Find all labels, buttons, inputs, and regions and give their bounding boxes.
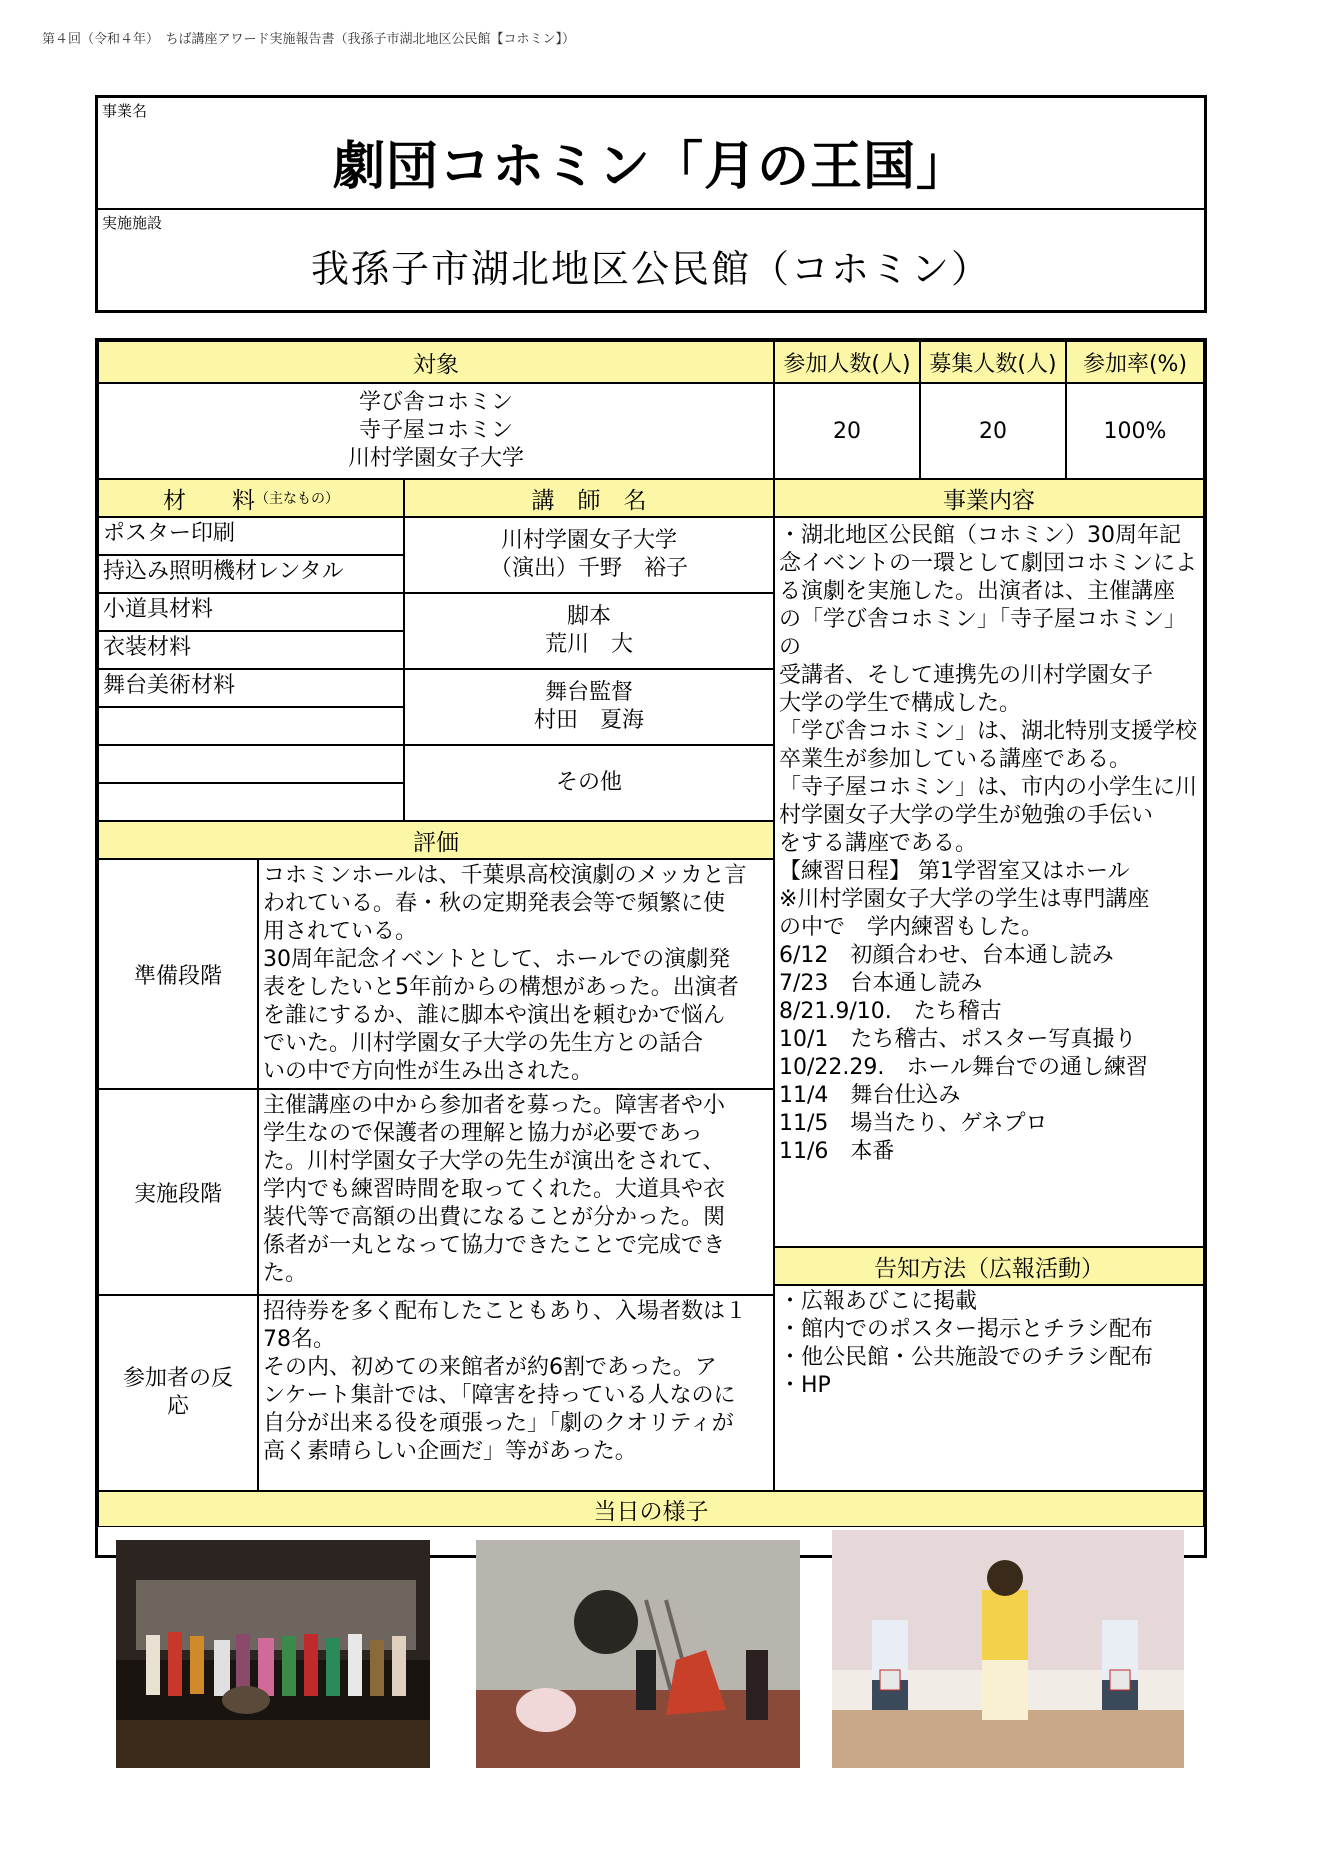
evaluation-label-line: 参加者の反 xyxy=(122,1366,233,1391)
material-item: 衣装材料 xyxy=(98,631,404,669)
publicity-header: 告知方法（広報活動） xyxy=(774,1247,1204,1285)
publicity-line: ・HP xyxy=(779,1373,831,1398)
evaluation-row-text xyxy=(258,1295,774,1491)
evaluation-line: 30周年記念イベントとして、ホールでの演劇発 xyxy=(263,947,731,972)
material-item: 舞台美術材料 xyxy=(98,669,404,707)
content-line: 11/6 本番 xyxy=(779,1139,895,1164)
content-cell xyxy=(774,517,1204,1247)
evaluation-line: 学生なので保護者の理解と協力が必要であっ xyxy=(263,1121,703,1146)
instructors-header: 講 師 名 xyxy=(404,479,774,517)
instructor-group xyxy=(404,517,774,593)
recruit-value: 20 xyxy=(920,383,1066,479)
content-line: 「学び舎コホミン」は、湖北特別支援学校 xyxy=(779,719,1198,744)
evaluation-line: た。川村学園女子大学の先生が演出をされて、 xyxy=(263,1149,725,1174)
facility-name: 我孫子市湖北地区公民館（コホミン） xyxy=(310,247,991,291)
content-line: の「学び舎コホミン」「寺子屋コホミン」の xyxy=(779,607,1187,660)
stage-photo-curtain-call xyxy=(116,1540,430,1768)
target-line: 川村学園女子大学 xyxy=(347,446,524,471)
evaluation-line: ンケート集計では、「障害を持っている人なのに xyxy=(263,1383,736,1408)
target-cell xyxy=(98,383,774,479)
instructor-group xyxy=(404,593,774,669)
evaluation-row-text xyxy=(258,1089,774,1295)
material-item xyxy=(98,707,404,745)
content-line: 卒業生が参加している講座である。 xyxy=(779,747,1132,772)
report-table xyxy=(95,338,1207,1558)
target-line: 学び舎コホミン xyxy=(358,390,513,415)
content-line: 6/12 初顔合わせ、台本通し読み xyxy=(779,943,1114,968)
evaluation-line: を誰にするか、誰に脚本や演出を頼むかで悩ん xyxy=(263,1003,726,1028)
material-item: 小道具材料 xyxy=(98,593,404,631)
content-line: ・湖北地区公民館（コホミン）30周年記 xyxy=(779,523,1181,548)
stage-photo-actors xyxy=(832,1530,1184,1768)
instructor-line: 脚本 xyxy=(566,604,611,629)
material-item xyxy=(98,783,404,821)
instructor-line: 舞台監督 xyxy=(544,680,633,705)
evaluation-line: た。 xyxy=(263,1261,308,1286)
content-line: 大学の学生で構成した。 xyxy=(779,691,1022,716)
material-item: 持込み照明機材レンタル xyxy=(98,555,404,593)
day-header: 当日の様子 xyxy=(98,1491,1204,1527)
target-header: 対象 xyxy=(98,341,774,383)
evaluation-line: 高く素晴らしい企画だ」等があった。 xyxy=(263,1439,637,1464)
evaluation-row-label xyxy=(98,1089,258,1295)
stage-photo-performance xyxy=(476,1540,800,1768)
evaluation-line: 装代等で高額の出費になることが分かった。関 xyxy=(263,1205,726,1230)
materials-header-label: 材 料 xyxy=(163,487,255,514)
facility-label: 実施施設 xyxy=(102,214,163,232)
participants-value: 20 xyxy=(774,383,920,479)
publicity-line: ・館内でのポスター掲示とチラシ配布 xyxy=(779,1317,1154,1342)
evaluation-line: 学内でも練習時間を取ってくれた。大道具や衣 xyxy=(263,1177,726,1202)
evaluation-label-line: 応 xyxy=(166,1394,189,1419)
material-item xyxy=(98,745,404,783)
publicity-line: ・広報あびこに掲載 xyxy=(779,1289,978,1314)
content-line: る演劇を実施した。出演者は、主催講座 xyxy=(779,579,1176,604)
evaluation-line: その内、初めての来館者が約6割であった。ア xyxy=(263,1355,717,1380)
project-name-label: 事業名 xyxy=(102,102,148,120)
evaluation-line: いの中で方向性が生み出された。 xyxy=(263,1059,594,1084)
content-line: 念イベントの一環として劇団コホミンによ xyxy=(779,551,1198,576)
instructor-line: その他 xyxy=(555,770,622,795)
instructor-line: （演出）千野 裕子 xyxy=(489,556,688,581)
evaluation-row-text xyxy=(258,859,774,1089)
title-divider xyxy=(98,208,1204,210)
content-line: をする講座である。 xyxy=(779,831,978,856)
content-line: 【練習日程】 第1学習室又はホール xyxy=(779,859,1130,884)
instructor-line: 川村学園女子大学 xyxy=(500,528,677,553)
materials-header xyxy=(98,479,404,517)
evaluation-label-line: 準備段階 xyxy=(133,963,222,989)
evaluation-line: 78名。 xyxy=(263,1327,335,1352)
content-line: の中で 学内練習もした。 xyxy=(779,915,1044,940)
evaluation-line: 招待券を多く配布したこともあり、入場者数は１ xyxy=(263,1299,748,1324)
publicity-line: ・他公民館・公共施設でのチラシ配布 xyxy=(779,1345,1154,1370)
instructor-group xyxy=(404,745,774,821)
publicity-cell xyxy=(774,1285,1204,1491)
content-line: 7/23 台本通し読み xyxy=(779,971,983,996)
evaluation-line: 係者が一丸となって協力できたことで完成でき xyxy=(263,1233,726,1258)
evaluation-line: コホミンホールは、千葉県高校演劇のメッカと言 xyxy=(263,863,747,888)
evaluation-row-label xyxy=(98,859,258,1089)
content-line: 11/4 舞台仕込み xyxy=(779,1083,961,1108)
content-line: 11/5 場当たり、ゲネプロ xyxy=(779,1111,1048,1136)
evaluation-line: 主催講座の中から参加者を募った。障害者や小 xyxy=(263,1093,726,1118)
content-line: ※川村学園女子大学の学生は専門講座 xyxy=(779,887,1150,912)
content-line: 10/1 たち稽古、ポスター写真撮り xyxy=(779,1027,1137,1052)
materials-header-note: （主なもの） xyxy=(255,491,339,507)
evaluation-line: 表をしたいと5年前からの構想があった。出演者 xyxy=(263,975,739,1000)
evaluation-line: でいた。川村学園女子大学の先生方との話合 xyxy=(263,1031,704,1056)
rate-value: 100% xyxy=(1066,383,1204,479)
document-header-line: 第４回（令和４年） ちば講座アワード実施報告書（我孫子市湖北地区公民館【コホミン】） xyxy=(42,32,576,47)
evaluation-line: 自分が出来る役を頑張った」「劇のクオリティが xyxy=(263,1411,734,1436)
content-line: 10/22.29. ホール舞台での通し練習 xyxy=(779,1055,1148,1080)
project-title-box xyxy=(95,95,1207,313)
instructor-line: 荒川 大 xyxy=(544,632,633,657)
evaluation-line: われている。春・秋の定期発表会等で頻繁に使 xyxy=(263,891,726,916)
evaluation-header: 評価 xyxy=(98,821,774,859)
content-line: 「寺子屋コホミン」は、市内の小学生に川 xyxy=(779,775,1198,800)
target-line: 寺子屋コホミン xyxy=(358,418,513,443)
evaluation-row-label xyxy=(98,1295,258,1491)
content-line: 8/21.9/10. たち稽古 xyxy=(779,999,1002,1024)
content-header: 事業内容 xyxy=(774,479,1204,517)
participants-header: 参加人数(人) xyxy=(774,341,920,383)
content-line: 受講者、そして連携先の川村学園女子 xyxy=(779,663,1154,688)
rate-header: 参加率(%) xyxy=(1066,341,1204,383)
evaluation-label-line: 実施段階 xyxy=(133,1181,222,1207)
recruit-header: 募集人数(人) xyxy=(920,341,1066,383)
project-title: 劇団コホミン「月の王国」 xyxy=(332,137,969,197)
material-item: ポスター印刷 xyxy=(98,517,404,555)
instructor-group xyxy=(404,669,774,745)
evaluation-line: 用されている。 xyxy=(263,919,418,944)
content-line: 村学園女子大学の学生が勉強の手伝い xyxy=(779,803,1154,828)
instructor-line: 村田 夏海 xyxy=(533,708,644,733)
